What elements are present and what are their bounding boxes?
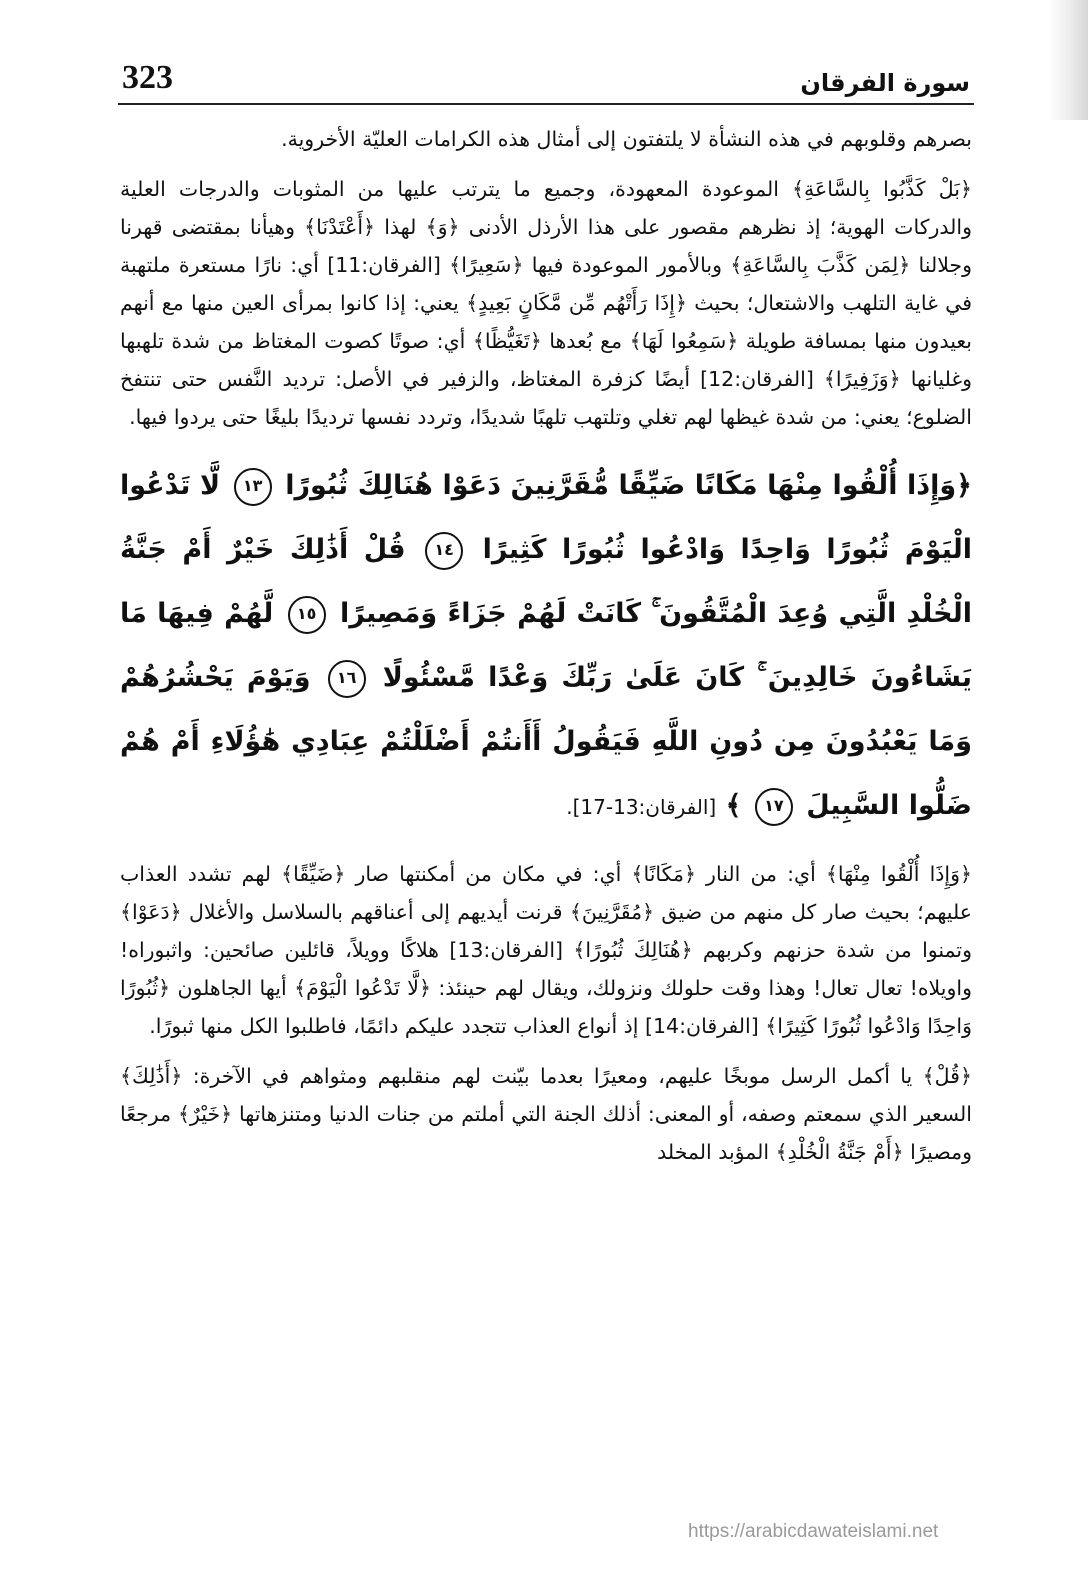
page-header [118, 55, 974, 105]
quran-verses-block [120, 454, 972, 839]
verse-number-13: ١٣ [234, 468, 272, 506]
verse-number-15: ١٥ [288, 596, 326, 634]
page-body [120, 120, 972, 1171]
paragraph-commentary-15: ﴿قُلْ﴾ يا أكمل الرسل موبخًا عليهم، ومعيرًا بعدما بيّنت لهم منقلبهم ومثواهم في الآخرة: ﴿أَذَٰلِكَ﴾ السعير الذي سمعتم وصفه، أو المعنى: أذلك الجنة التي أملتم من جنات الدنيا ومتنزهاتها ﴿خَيْرٌ﴾ مرجعًا ومصيرًا ﴿أَمْ جَنَّةُ الْخُلْدِ﴾ المؤبد المخلد [120, 1064, 972, 1164]
verse-number-14: ١٤ [425, 532, 463, 570]
verse-17: وَيَوْمَ يَحْشُرُهُمْ وَمَا يَعْبُدُونَ مِن دُونِ اللَّهِ فَيَقُولُ أَأَنتُمْ أَضْلَلْتُمْ عِبَادِي هَٰؤُلَاءِ أَمْ هُمْ ضَلُّوا السَّبِيلَ [120, 662, 972, 821]
surah-title: سورة الفرقان [800, 69, 970, 97]
verse-number-17: ١٧ [755, 788, 793, 826]
verse-number-16: ١٦ [328, 660, 366, 698]
verse-13: ﴿وَإِذَا أُلْقُوا مِنْهَا مَكَانًا ضَيِّقًا مُّقَرَّنِينَ دَعَوْا هُنَالِكَ ثُبُورًا [285, 470, 973, 501]
verse-reference: [الفرقان:13-17]. [566, 795, 717, 819]
verse-14: لَّا تَدْعُوا الْيَوْمَ ثُبُورًا وَاحِدًا وَادْعُوا ثُبُورًا كَثِيرًا [120, 470, 972, 565]
scan-edge-artifact [1048, 0, 1088, 120]
page-number: 323 [122, 59, 173, 96]
paragraph-commentary-13-14: ﴿وَإِذَا أُلْقُوا مِنْهَا﴾ أي: من النار ﴿مَكَانًا﴾ أي: في مكان من أمكنتها صار ﴿ضَيِّقًا﴾ لهم تشدد العذاب عليهم؛ بحيث صار كل منهم من ضيق ﴿مُقَرَّنِينَ﴾ قرنت أيديهم إلى أعناقهم بالسلاسل والأغلال ﴿دَعَوْا﴾ وتمنوا من شدة حزنهم وكربهم ﴿هُنَالِكَ ثُبُورًا﴾ [الفرقان:13] هلاكًا وويلاً، قائلين صائحين: واثبوراه! واويلاه! تعال تعال! وهذا وقت حلولك ونزولك، ويقال لهم حينئذ: ﴿لَّا تَدْعُوا الْيَوْمَ﴾ أيها الجاهلون ﴿ثُبُورًا وَاحِدًا وَادْعُوا ثُبُورًا كَثِيرًا﴾ [الفرقان:14] إذ أنواع العذاب تتجدد عليكم دائمًا، فاطلبوا الكل منها ثبورًا. [120, 862, 972, 1038]
verse-closing-bracket: ﴾ [725, 790, 742, 821]
website-watermark: https://arabicdawateislami.net [688, 1521, 939, 1542]
paragraph-continuation: بصرهم وقلوبهم في هذه النشأة لا يلتفتون إلى أمثال هذه الكرامات العليّة الأخروية. [281, 127, 972, 151]
paragraph-commentary-11-12: ﴿بَلْ كَذَّبُوا بِالسَّاعَةِ﴾ الموعودة المعهودة، وجميع ما يترتب عليها من المثوبات والدرجات العلية والدركات الهوية؛ إذ نظرهم مقصور على هذا الأرذل الأدنى ﴿وَ﴾ لهذا ﴿أَعْتَدْنَا﴾ وهيأنا بمقتضى قهرنا وجلالنا ﴿لِمَن كَذَّبَ بِالسَّاعَةِ﴾ وبالأمور الموعودة فيها ﴿سَعِيرًا﴾ [الفرقان:11] أي: نارًا مستعرة ملتهبة في غاية التلهب والاشتعال؛ بحيث ﴿إِذَا رَأَتْهُم مِّن مَّكَانٍ بَعِيدٍ﴾ يعني: إذا كانوا بمرأى العين منها مع أنهم بعيدون منها بمسافة طويلة ﴿سَمِعُوا لَهَا﴾ مع بُعدها ﴿تَغَيُّظًا﴾ أي: صوتًا كصوت المغتاظ من شدة تلهبها وغليانها ﴿وَزَفِيرًا﴾ [الفرقان:12] أيضًا كزفرة المغتاظ، والزفير في الأصل: ترديد النَّفس حتى تنتفخ الضلوع؛ يعني: من شدة غيظها لهم تغلي وتلتهب تلهبًا شديدًا، وتردد نفسها ترديدًا بليغًا حتى يردوا فيها. [120, 177, 973, 429]
verse-16: لَّهُمْ فِيهَا مَا يَشَاءُونَ خَالِدِينَ ۚ كَانَ عَلَىٰ رَبِّكَ وَعْدًا مَّسْئُولًا [120, 598, 972, 693]
verse-15: قُلْ أَذَٰلِكَ خَيْرٌ أَمْ جَنَّةُ الْخُلْدِ الَّتِي وُعِدَ الْمُتَّقُونَ ۚ كَانَتْ لَهُمْ جَزَاءً وَمَصِيرًا [120, 534, 972, 629]
